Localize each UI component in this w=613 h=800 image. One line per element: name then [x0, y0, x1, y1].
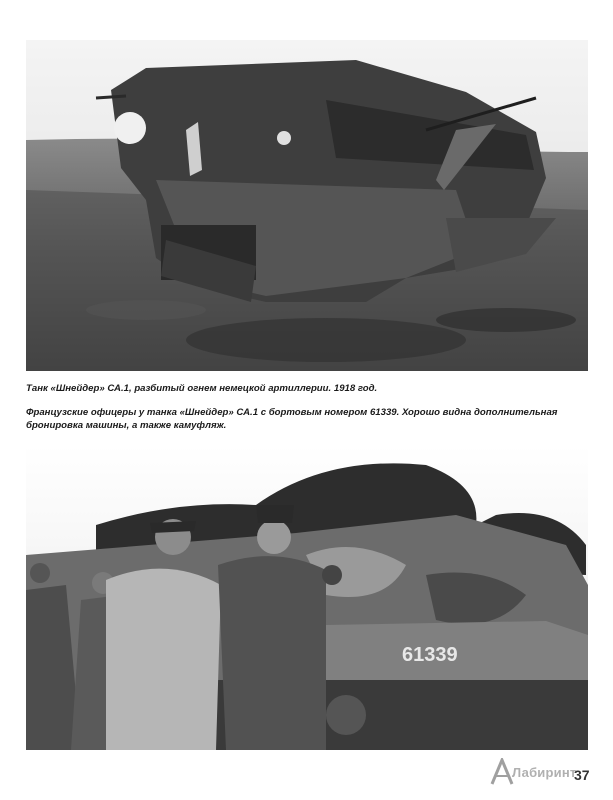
- labyrinth-logo-icon: [490, 758, 514, 786]
- page-footer: [490, 755, 608, 789]
- photo-destroyed-tank: [26, 40, 588, 371]
- photo-officers-with-tank-image: [26, 445, 588, 750]
- page-number: 37: [574, 767, 590, 783]
- photo-destroyed-tank-image: [26, 40, 588, 371]
- brand-watermark: Лабиринт: [512, 765, 577, 780]
- photo-officers-with-tank: [26, 445, 588, 750]
- caption-bottom-photo: Французские офицеры у танка «Шнейдер» СА.1 с бортовым номером 61339. Хорошо видна дополнительная бронировка машины, а также камуфляж.: [26, 407, 558, 431]
- caption-top-photo: Танк «Шнейдер» СА.1, разбитый огнем немецкой артиллерии. 1918 год.: [26, 383, 378, 394]
- tank-number-label: 61339: [402, 644, 458, 666]
